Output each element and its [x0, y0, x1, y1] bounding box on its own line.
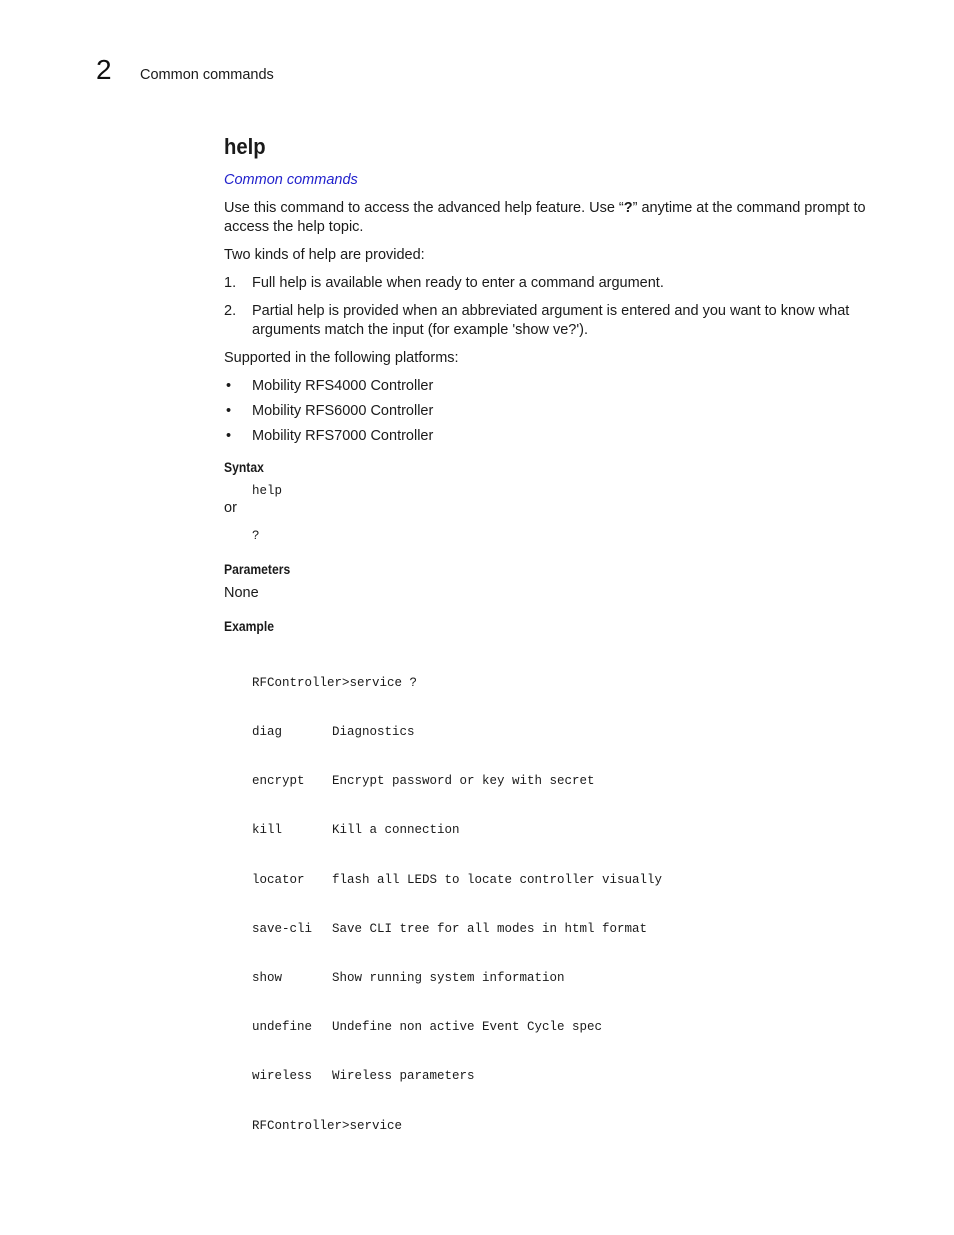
bullet-icon: • — [226, 378, 232, 394]
code-row — [252, 872, 869, 888]
code-description: Undefine non active Event Cycle spec — [332, 1020, 603, 1035]
code-description: Kill a connection — [332, 823, 460, 838]
code-command: show — [252, 970, 283, 985]
code-row — [252, 773, 869, 789]
code-command: undefine — [252, 1020, 313, 1035]
kinds-intro: Two kinds of help are provided: — [224, 247, 425, 263]
help-kinds-list — [224, 274, 869, 340]
syntax-or-label: or — [224, 500, 237, 517]
list-text: Partial help is provided when an abbreviated argument is entered and you want to know what arguments match the input (for example 'show ve?'). — [252, 303, 850, 338]
list-number: 2. — [224, 303, 237, 319]
code-row — [252, 970, 869, 986]
intro-text-after: ” anytime at the command prompt to access the help topic. — [224, 200, 866, 235]
code-row — [252, 1019, 869, 1035]
code-description: Save CLI tree for all modes in html format — [332, 921, 648, 936]
code-prompt-line: RFController>service ? — [252, 675, 418, 690]
list-item — [224, 402, 869, 421]
list-item — [224, 377, 869, 396]
list-text: Full help is available when ready to enter a command argument. — [252, 275, 664, 291]
bullet-icon: • — [226, 428, 232, 444]
code-command: save-cli — [252, 921, 313, 936]
code-description: Show running system information — [332, 970, 565, 985]
code-description: Encrypt password or key with secret — [332, 774, 595, 789]
syntax-command: help — [252, 484, 283, 498]
example-heading: Example — [224, 618, 274, 634]
page-title: help — [224, 134, 266, 159]
chapter-number: 2 — [96, 54, 112, 85]
page-content — [224, 131, 869, 1167]
syntax-heading: Syntax — [224, 460, 264, 475]
code-end-line: RFController>service — [252, 1118, 403, 1133]
chapter-title: Common commands — [140, 67, 274, 83]
code-command: locator — [252, 872, 305, 887]
breadcrumb-link[interactable]: Common commands — [224, 172, 358, 188]
list-number: 1. — [224, 275, 237, 291]
parameters-heading: Parameters — [224, 561, 291, 577]
platform-name: Mobility RFS7000 Controller — [252, 428, 434, 444]
example-code-block — [252, 642, 869, 1167]
code-row — [252, 724, 869, 740]
code-row — [252, 822, 869, 838]
platform-name: Mobility RFS6000 Controller — [252, 403, 434, 419]
code-description: Wireless parameters — [332, 1069, 475, 1084]
parameters-value: None — [224, 584, 259, 601]
code-command: wireless — [252, 1069, 313, 1084]
code-description: flash all LEDS to locate controller visually — [332, 872, 663, 887]
bullet-icon: • — [226, 403, 232, 419]
code-command: diag — [252, 724, 283, 739]
list-item — [224, 274, 869, 293]
intro-text-before: Use this command to access the advanced help feature. Use “ — [224, 200, 624, 216]
code-row — [252, 921, 869, 937]
question-mark-symbol: ? — [623, 200, 633, 216]
platforms-intro: Supported in the following platforms: — [224, 350, 459, 366]
code-description: Diagnostics — [332, 724, 415, 739]
intro-paragraph — [224, 199, 869, 237]
code-command: kill — [252, 823, 283, 838]
platform-name: Mobility RFS4000 Controller — [252, 378, 434, 394]
list-item — [224, 427, 869, 446]
syntax-alt-command: ? — [252, 529, 260, 544]
code-command: encrypt — [252, 774, 305, 789]
code-row — [252, 1068, 869, 1084]
platforms-list — [224, 377, 869, 446]
list-item — [224, 302, 869, 340]
